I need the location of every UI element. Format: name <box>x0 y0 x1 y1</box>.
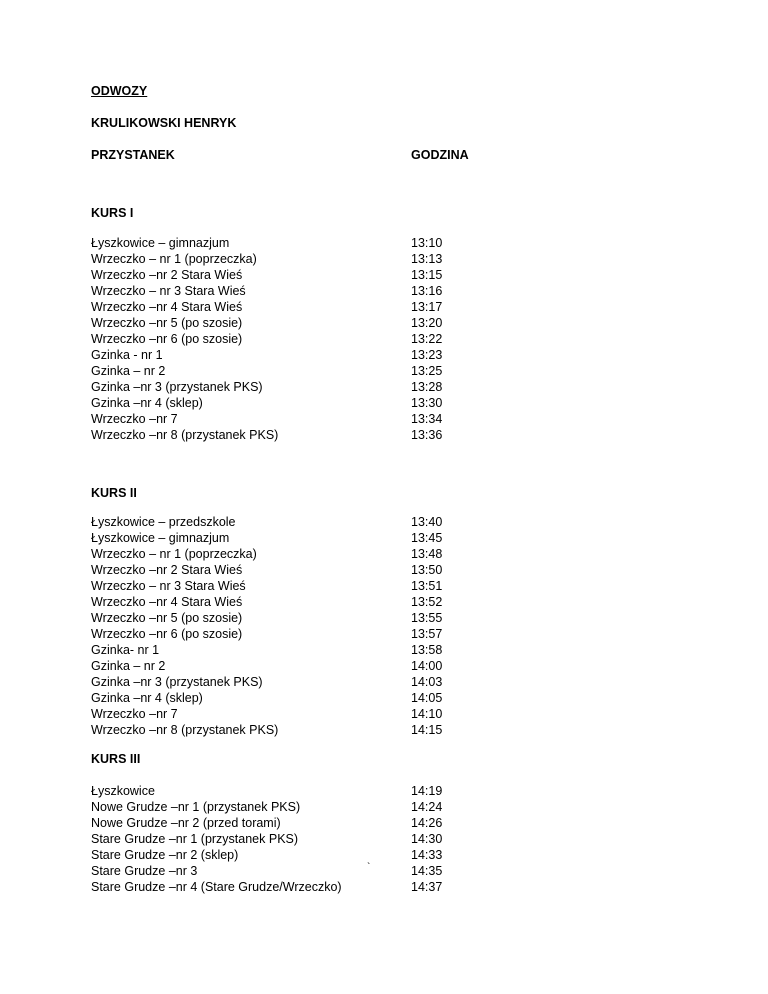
stop-name: Nowe Grudze –nr 2 (przed torami) <box>91 816 281 830</box>
timetable-row <box>91 530 491 546</box>
departure-time: 13:50 <box>411 563 443 577</box>
departure-time: 13:30 <box>411 396 443 410</box>
stop-name: Wrzeczko –nr 2 Stara Wieś <box>91 268 243 282</box>
timetable-row <box>91 626 491 642</box>
stop-name: Stare Grudze –nr 4 (Stare Grudze/Wrzeczko) <box>91 880 342 894</box>
timetable-row <box>91 315 491 331</box>
stop-name: Gzinka –nr 3 (przystanek PKS) <box>91 380 263 394</box>
stop-name: Gzinka- nr 1 <box>91 643 160 657</box>
course-3-table <box>91 783 491 895</box>
departure-time: 13:13 <box>411 252 443 266</box>
departure-time: 13:20 <box>411 316 443 330</box>
time-column-header: GODZINA <box>411 148 469 162</box>
timetable-row <box>91 799 491 815</box>
stop-name: Gzinka –nr 4 (sklep) <box>91 396 203 410</box>
timetable-row <box>91 783 491 799</box>
timetable-row <box>91 879 491 895</box>
stop-name: Wrzeczko –nr 6 (po szosie) <box>91 332 243 346</box>
timetable-row <box>91 379 491 395</box>
departure-time: 14:26 <box>411 816 443 830</box>
course-title: KURS III <box>91 752 141 766</box>
departure-time: 13:40 <box>411 515 443 529</box>
stop-name: Wrzeczko – nr 3 Stara Wieś <box>91 579 246 593</box>
stop-name: Wrzeczko – nr 1 (poprzeczka) <box>91 252 257 266</box>
timetable-row <box>91 283 491 299</box>
departure-time: 13:10 <box>411 236 443 250</box>
departure-time: 14:10 <box>411 707 443 721</box>
departure-time: 14:37 <box>411 880 443 894</box>
timetable-row <box>91 395 491 411</box>
stop-name: Wrzeczko –nr 4 Stara Wieś <box>91 300 243 314</box>
timetable-row <box>91 658 491 674</box>
stop-name: Stare Grudze –nr 3 <box>91 864 198 878</box>
timetable-row <box>91 863 491 879</box>
timetable-row <box>91 546 491 562</box>
departure-time: 13:58 <box>411 643 443 657</box>
timetable-row <box>91 847 491 863</box>
stop-name: Gzinka – nr 2 <box>91 364 166 378</box>
departure-time: 14:19 <box>411 784 443 798</box>
departure-time: 13:36 <box>411 428 443 442</box>
course-title: KURS I <box>91 206 134 220</box>
timetable-row <box>91 642 491 658</box>
departure-time: 13:23 <box>411 348 443 362</box>
stop-name: Wrzeczko –nr 8 (przystanek PKS) <box>91 428 279 442</box>
stop-name: Wrzeczko – nr 3 Stara Wieś <box>91 284 246 298</box>
departure-time: 13:57 <box>411 627 443 641</box>
departure-time: 14:24 <box>411 800 443 814</box>
departure-time: 13:51 <box>411 579 443 593</box>
stray-mark: ` <box>367 862 371 873</box>
departure-time: 13:52 <box>411 595 443 609</box>
stop-name: Łyszkowice – gimnazjum <box>91 236 230 250</box>
timetable-row <box>91 235 491 251</box>
driver-name: KRULIKOWSKI HENRYK <box>91 116 237 130</box>
timetable-row <box>91 562 491 578</box>
stop-name: Wrzeczko –nr 2 Stara Wieś <box>91 563 243 577</box>
timetable-row <box>91 815 491 831</box>
timetable-row <box>91 706 491 722</box>
departure-time: 14:33 <box>411 848 443 862</box>
timetable-row <box>91 610 491 626</box>
departure-time: 14:30 <box>411 832 443 846</box>
stop-name: Nowe Grudze –nr 1 (przystanek PKS) <box>91 800 301 814</box>
departure-time: 13:17 <box>411 300 443 314</box>
timetable-row <box>91 267 491 283</box>
departure-time: 14:05 <box>411 691 443 705</box>
stop-name: Wrzeczko –nr 7 <box>91 707 178 721</box>
departure-time: 13:55 <box>411 611 443 625</box>
timetable-row <box>91 674 491 690</box>
timetable-row <box>91 690 491 706</box>
timetable-row <box>91 331 491 347</box>
departure-time: 13:22 <box>411 332 443 346</box>
stop-name: Łyszkowice – przedszkole <box>91 515 236 529</box>
timetable-row <box>91 251 491 267</box>
stop-name: Wrzeczko –nr 4 Stara Wieś <box>91 595 243 609</box>
stop-column-header: PRZYSTANEK <box>91 148 175 162</box>
departure-time: 13:34 <box>411 412 443 426</box>
departure-time: 13:25 <box>411 364 443 378</box>
timetable-row <box>91 578 491 594</box>
departure-time: 14:35 <box>411 864 443 878</box>
course-title: KURS II <box>91 486 137 500</box>
timetable-row <box>91 299 491 315</box>
stop-name: Gzinka - nr 1 <box>91 348 163 362</box>
departure-time: 14:03 <box>411 675 443 689</box>
stop-name: Gzinka – nr 2 <box>91 659 166 673</box>
departure-time: 14:15 <box>411 723 443 737</box>
departure-time: 13:28 <box>411 380 443 394</box>
departure-time: 13:15 <box>411 268 443 282</box>
stop-name: Łyszkowice – gimnazjum <box>91 531 230 545</box>
timetable-row <box>91 722 491 738</box>
stop-name: Wrzeczko –nr 6 (po szosie) <box>91 627 243 641</box>
departure-time: 14:00 <box>411 659 443 673</box>
stop-name: Gzinka –nr 4 (sklep) <box>91 691 203 705</box>
departure-time: 13:48 <box>411 547 443 561</box>
timetable-row <box>91 514 491 530</box>
timetable-row <box>91 363 491 379</box>
stop-name: Wrzeczko –nr 8 (przystanek PKS) <box>91 723 279 737</box>
stop-name: Wrzeczko –nr 5 (po szosie) <box>91 316 243 330</box>
timetable-row <box>91 831 491 847</box>
stop-name: Stare Grudze –nr 1 (przystanek PKS) <box>91 832 299 846</box>
stop-name: Gzinka –nr 3 (przystanek PKS) <box>91 675 263 689</box>
departure-time: 13:45 <box>411 531 443 545</box>
document-title: ODWOZY <box>91 84 148 98</box>
stop-name: Wrzeczko – nr 1 (poprzeczka) <box>91 547 257 561</box>
stop-name: Łyszkowice <box>91 784 155 798</box>
course-1-table <box>91 235 491 443</box>
stop-name: Wrzeczko –nr 5 (po szosie) <box>91 611 243 625</box>
stop-name: Wrzeczko –nr 7 <box>91 412 178 426</box>
stop-name: Stare Grudze –nr 2 (sklep) <box>91 848 239 862</box>
course-2-table <box>91 514 491 738</box>
timetable-row <box>91 347 491 363</box>
timetable-row <box>91 427 491 443</box>
timetable-row <box>91 411 491 427</box>
departure-time: 13:16 <box>411 284 443 298</box>
timetable-row <box>91 594 491 610</box>
